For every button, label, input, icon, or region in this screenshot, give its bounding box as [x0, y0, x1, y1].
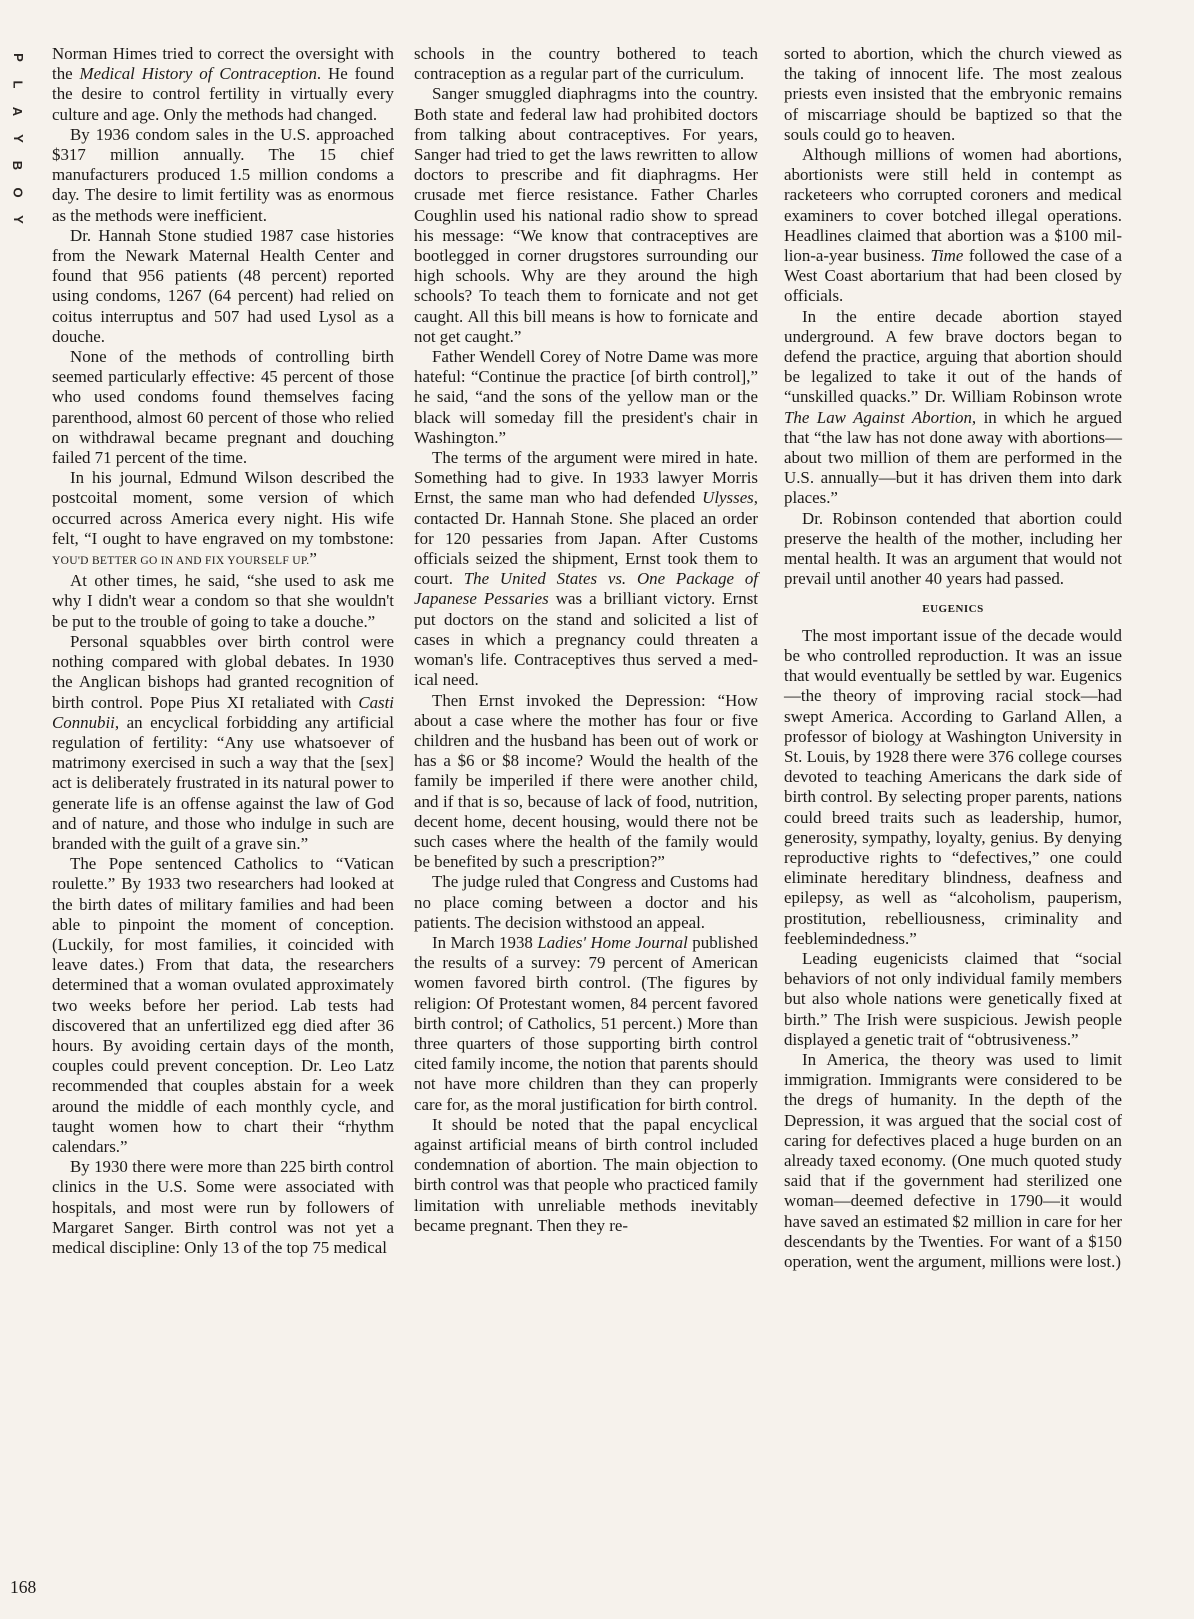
paragraph: It should be noted that the papal encyclical against artificial means of birth control included condemnation of abortion. The main objection to birth control was that people who practiced family limitation with unreliable methods inevitably became pregnant. Then they re- [414, 1114, 758, 1235]
masthead-letter: P [10, 53, 26, 62]
paragraph: Norman Himes tried to correct the oversight with the Medical History of Contraception. He found the desire to control fertility in virtually every culture and age. Only the methods had changed. [52, 44, 395, 124]
section-heading: EUGENICS [922, 603, 984, 616]
paragraph: Dr. Hannah Stone studied 1987 case histories from the Newark Maternal Health Center and found that 956 patients (48 percent) reported using condoms, 1267 (64 percent) had relied on coitus interruptus and 507 had used Lysol as a douche. [52, 225, 394, 346]
paragraph: The terms of the argument were mired in hate. Something had to give. In 1933 lawyer Morris Ernst, the same man who had defended Ulysses, contacted Dr. Hannah Stone. She placed an order for 120 pessaries from Japan. After Customs officials seized the shipment, Ernst took them to court. The United States vs. One Package of Japanese Pessaries was a brilliant victory. Ernst put doctors on the stand and solicited a list of cases in which a pregnancy could threaten a woman's life. Contraceptives thus served a medical need. [414, 448, 758, 690]
paragraph: schools in the country bothered to teach contraception as a regular part of the curriculum. [414, 44, 758, 84]
paragraph: In March 1938 Ladies' Home Journal published the results of a survey: 79 percent of American women favored birth control. (The figures by religion: Of Protestant women, 84 percent favored birth control; of Catholics, 51 percent.) More than three quarters of those supporting birth control cited family income, the notion that parents should not have more children than they can properly care for, as the moral justification for birth control. [414, 932, 758, 1114]
text-column-1 [52, 44, 394, 1258]
paragraph: sorted to abortion, which the church viewed as the taking of innocent life. The most zealous priests even insisted that the embryonic remains of miscarriage should be baptized so that the souls could go to heaven. [784, 44, 1122, 144]
paragraph: In America, the theory was used to limit immigration. Immigrants were considered to be the dregs of humanity. In the depth of the Depression, it was argued that the social cost of caring for defectives placed a huge burden on an already taxed economy. (One much quoted study said that if the government had sterilized one woman—deemed defective in 1790—it would have saved an estimated $2 million in care for her descendants by the Twenties. For want of a $150 operation, went the argument, millions were lost.) [784, 1049, 1122, 1271]
paragraph: The Pope sentenced Catholics to “Vatican roulette.” By 1933 two researchers had looked at the birth dates of military families and had been able to pinpoint the moment of conception. (Luckily, for most families, it coincided with leave dates.) From that data, the researchers determined that a woman ovulated approximately two weeks before her period. Lab tests had discovered that an unfertilized egg died after 36 hours. By avoiding certain days of the month, couples could prevent conception. Dr. Leo Latz recommended that couples abstain for a week around the middle of each monthly cycle, and taught women how to chart their “rhythm calendars.” [52, 854, 394, 1156]
text-column-2 [414, 44, 758, 1236]
paragraph: Father Wendell Corey of Notre Dame was more hateful: “Continue the practice [of birth control],” he said, “and the sons of the yellow man or the black will someday fill the president's chair in Washington.” [414, 347, 758, 447]
paragraph: The judge ruled that Congress and Customs had no place coming between a doctor and his patients. The decision withstood an appeal. [414, 872, 758, 932]
paragraph: In the entire decade abortion stayed underground. A few brave doctors began to defend the practice, arguing that abortion should be legalized to take it out of the hands of “unskilled quacks.” Dr. William Robinson wrote The Law Against Abortion, in which he argued that “the law has not done away with abortions—about two million of them are performed in the U.S. annually—but it has driven them into dark places.” [784, 306, 1123, 508]
magazine-masthead [6, 44, 30, 233]
paragraph: By 1930 there were more than 225 birth control clinics in the U.S. Some were associated with hospitals, and most were run by followers of Margaret Sanger. Birth control was not yet a medical discipline: Only 13 of the top 75 medical [52, 1157, 394, 1257]
masthead-letter: O [10, 187, 26, 198]
paragraph: The most important issue of the decade would be who controlled reproduction. It was an issue that would eventually be settled by war. Eugenics—the theory of improving racial stock—had swept America. According to Garland Allen, a professor of biology at Washington University in St. Louis, by 1928 there were 376 college courses devoted to teaching Americans the dark side of birth control. By selecting proper parents, nations could breed traits such as leadership, humor, generosity, sympathy, loyalty, genius. By denying reproductive rights to “defectives,” one could eliminate hereditary blindness, deafness and epilepsy, as well as “alcoholism, pauperism, prostitution, rebelliousness, criminality and feeblemindedness.” [784, 625, 1122, 948]
paragraph: At other times, he said, “she used to ask me why I didn't wear a condom so that she wouldn't be put to the trouble of going to take a douche.” [52, 571, 394, 631]
paragraph: Although millions of women had abortions, abortionists were still held in contempt as racketeers who corrupted coroners and medical examiners to cover botched illegal operations. Headlines claimed that abortion was a $100 million-a-year business. Time followed the case of a West Coast abortarium that had been closed by officials. [784, 145, 1123, 306]
paragraph: Personal squabbles over birth control were nothing compared with global debates. In 1930 the Anglican bishops had granted recognition of birth control. Pope Pius XI retaliated with Casti Connubii, an encyclical forbidding any artificial regulation of fertility: “Any use whatsoever of matrimony exercised in such a way that the [sex] act is deliberately frustrated in its natural power to generate life is an offense against the law of God and of nature, and those who indulge in such are branded with the guilt of a grave sin.” [52, 631, 394, 853]
masthead-letter: B [10, 160, 26, 171]
paragraph: None of the methods of controlling birth seemed particularly effective: 45 percent of those who used condoms found themselves facing parenthood, almost 60 percent of those who relied on withdrawal became pregnant and douching failed 71 percent of the time. [52, 347, 394, 468]
masthead-letter: Y [10, 134, 26, 143]
page-number: 168 [10, 1577, 37, 1597]
paragraph: Leading eugenicists claimed that “social behaviors of not only individual family members but also whole nations were genetically fixed at birth.” The Irish were suspicious. Jewish people displayed a genetic trait of “obtrusiveness.” [784, 948, 1122, 1049]
masthead-letter: A [10, 106, 26, 117]
paragraph: Dr. Robinson contended that abortion could preserve the health of the mother, including her mental health. It was an argument that would not prevail until another 40 years had passed. [784, 508, 1122, 589]
paragraph: Sanger smuggled diaphragms into the country. Both state and federal law had prohibited doctors from talking about contraceptives. For years, Sanger had tried to get the laws rewritten to allow doctors to prescribe and fit diaphragms. Her crusade met fierce resistance. Father Charles Coughlin used his national radio show to spread his message: “We know that contraceptives are bootlegged in corner drugstores surrounding our high schools. Why are they around the high schools? To teach them to fornicate and not get caught. All this bill means is how to fornicate and not get caught.” [414, 84, 758, 346]
paragraph: By 1936 condom sales in the U.S. approached $317 million annually. The 15 chief manufacturers produced 1.5 million condoms a day. The desire to limit fertility was as enormous as the methods were inefficient. [52, 124, 394, 225]
masthead-letter: L [10, 80, 26, 89]
text-column-3 [784, 44, 1122, 1272]
paragraph: In his journal, Edmund Wilson described the postcoital moment, some version of which occurred across America every night. His wife felt, “I ought to have engraved on my tombstone: YOU'D BETTER GO IN AND FIX YOURSELF UP.” [52, 468, 394, 569]
masthead-letter: Y [10, 215, 26, 224]
paragraph: Then Ernst invoked the Depression: “How about a case where the mother has four or five children and the husband has been out of work or has a $6 or $8 income? Would the health of the family be imperiled if there were another child, and if that is so, because of lack of food, nutrition, decent home, decent housing, would there not be such cases where the health of the family would be benefited by such a prescription?” [414, 690, 758, 872]
